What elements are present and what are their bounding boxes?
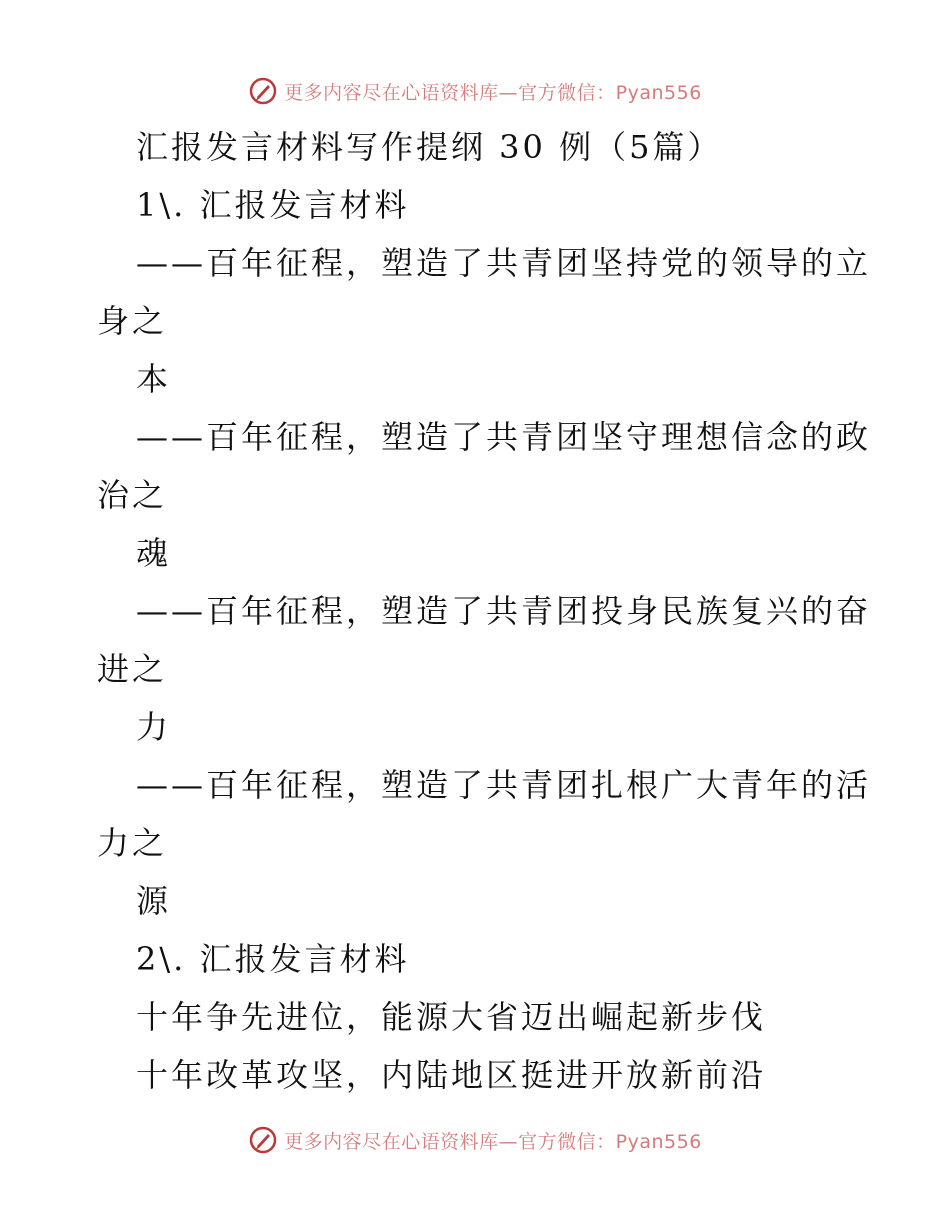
doc-line: 本 [136, 360, 172, 398]
watermark-text: 更多内容尽在心语资料库—官方微信：Pyan556 [284, 1130, 702, 1153]
header-watermark [0, 71, 950, 111]
doc-line: 魂 [136, 534, 172, 572]
doc-line: 进之 [97, 650, 168, 688]
doc-line: 力 [136, 708, 172, 746]
doc-line: ——百年征程，塑造了共青团投身民族复兴的奋 [136, 592, 872, 630]
doc-line: 十年改革攻坚，内陆地区挺进开放新前沿 [136, 1056, 767, 1094]
pen-seal-icon [248, 76, 278, 106]
doc-line: 汇报发言材料写作提纲 30 例（5篇） [136, 128, 723, 166]
doc-line: ——百年征程，塑造了共青团坚持党的领导的立 [136, 244, 872, 282]
pen-seal-icon [248, 1125, 278, 1155]
doc-line: ——百年征程，塑造了共青团坚守理想信念的政 [136, 418, 872, 456]
doc-line: 1\. 汇报发言材料 [136, 186, 410, 224]
document-body [0, 118, 950, 1104]
doc-line: 身之 [97, 302, 168, 340]
doc-line: 十年争先进位，能源大省迈出崛起新步伐 [136, 998, 767, 1036]
doc-line: ——百年征程，塑造了共青团扎根广大青年的活 [136, 766, 872, 804]
watermark-text: 更多内容尽在心语资料库—官方微信：Pyan556 [284, 81, 702, 104]
doc-line: 2\. 汇报发言材料 [136, 940, 410, 978]
doc-line: 源 [136, 882, 172, 920]
footer-watermark [0, 1120, 950, 1160]
doc-line: 力之 [97, 824, 168, 862]
doc-line: 治之 [97, 476, 168, 514]
